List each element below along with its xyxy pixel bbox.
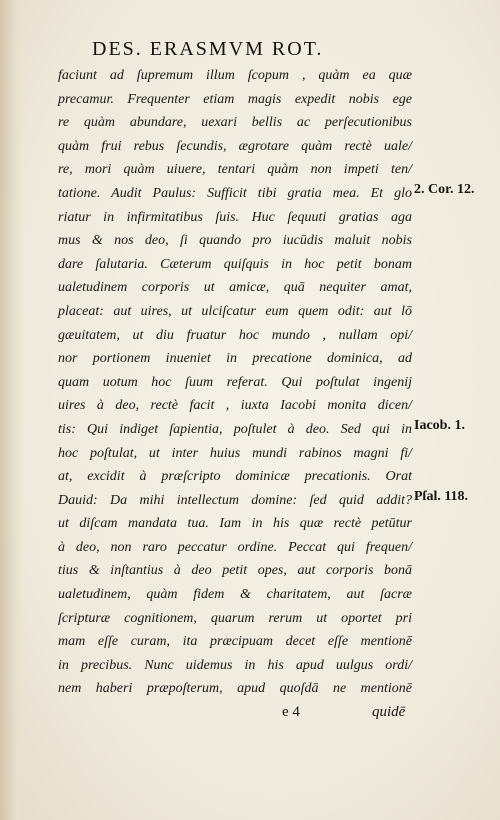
text-line: hoc poſtulat, ut inter huius mundi rabinos magni fi/ (58, 445, 412, 461)
text-line: uires à deo, rectè facit , iuxta Iacobi monita dicen/ (58, 398, 412, 414)
text-line: tis: Qui indiget ſapientia, poſtulet à deo. Sed qui in (58, 421, 412, 437)
text-line: riatur in infirmitatibus ſuis. Huc ſequuti gratias aga (58, 209, 412, 225)
text-line: nem haberi præpoſterum, apud quoſdā ne mentionē (58, 681, 412, 697)
text-line: dare ſalutaria. Cæterum quiſquis in hoc petit bonam (58, 256, 412, 272)
text-line: tatione. Audit Paulus: Sufficit tibi gratia mea. Et glo (58, 185, 412, 201)
text-line: mam eſſe curam, ita præcipuam decet eſſe mentionē (58, 634, 412, 650)
margin-note: Pſal. 118. (414, 488, 469, 504)
text-line: mus & nos deo, ſi quando pro iucūdis maluit nobis (58, 233, 412, 249)
text-line: tius & inſtantius à deo petit opes, aut corporis bonā (58, 563, 412, 579)
text-line: quàm frui rebus ſecundis, ægrotare quàm rectè uale/ (58, 138, 412, 154)
text-line: quam uotum hoc ſuum referat. Qui poſtulat ingenij (58, 374, 412, 390)
text-line: ualetudinem, quàm fidem & charitatem, aut ſacræ (58, 587, 412, 603)
running-head: DES. ERASMVM ROT. (92, 38, 324, 60)
text-line: precamur. Frequenter etiam magis expedit nobis ege (58, 91, 412, 107)
margin-note: 2. Cor. 12. (414, 182, 475, 197)
text-line: à deo, non raro peccatur ordine. Peccat qui frequen/ (58, 539, 412, 555)
page-gutter-shadow (0, 0, 24, 820)
catchword: quidē (372, 704, 406, 720)
text-line: ſcripturæ cognitionem, quarum rerum ut oportet pri (58, 610, 412, 626)
text-line: ualetudinem corporis ut amicæ, quā nequiter amat, (58, 280, 412, 296)
text-line: re, mori quàm uiuere, tentari quàm non impeti ten/ (58, 162, 412, 178)
text-line: gæuitatem, ut diu fruatur hoc mundo , nullam opi/ (58, 327, 412, 343)
text-line: ut diſcam mandata tua. Iam in his quæ rectè petūtur (58, 516, 412, 532)
body-text (58, 64, 412, 701)
signature-mark: e 4 (282, 704, 300, 720)
text-line: at, excidit à præſcripto dominicæ precationis. Orat (58, 469, 412, 485)
margin-note: Iacob. 1. (414, 418, 465, 433)
text-line: in precibus. Nunc uidemus in his apud uulgus ordi/ (58, 657, 412, 673)
text-line: re quàm abundare, uexari bellis ac perſecutionibus (58, 115, 412, 131)
text-line: nor portionem inueniet in precatione dominica, ad (58, 351, 412, 367)
text-line: Dauid: Da mihi intellectum domine: ſed quid addit? (58, 492, 412, 508)
text-line: faciunt ad ſupremum illum ſcopum , quàm ea quæ (58, 68, 412, 83)
text-line: placeat: aut uires, ut ulciſcatur eum quem odit: aut lō (58, 303, 412, 319)
